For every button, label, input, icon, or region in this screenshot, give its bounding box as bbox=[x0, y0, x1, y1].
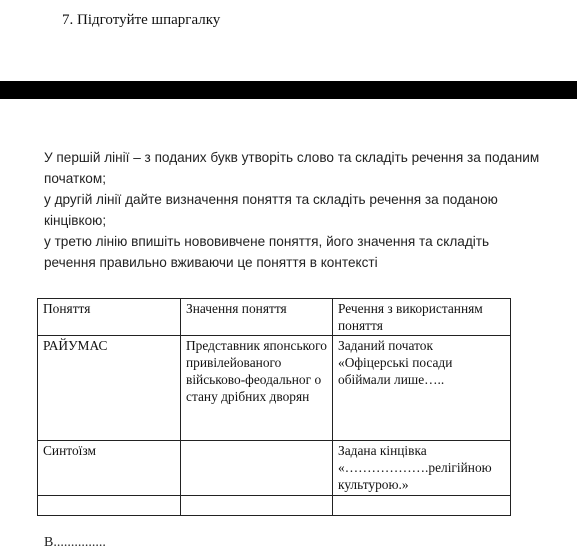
cell-concept: РАЙУМАС bbox=[38, 336, 181, 441]
header-concept: Поняття bbox=[38, 299, 181, 336]
table-row bbox=[38, 336, 511, 441]
concepts-table bbox=[37, 298, 511, 516]
header-sentence: Речення з використанням поняття bbox=[333, 299, 511, 336]
cutoff-text: В............... bbox=[44, 535, 106, 550]
task-title: 7. Підготуйте шпаргалку bbox=[62, 12, 221, 28]
black-redaction-band bbox=[0, 81, 577, 99]
instruction-line-2: у другій лінії дайте визначення поняття та складіть речення за поданою кінцівкою; bbox=[44, 192, 498, 228]
cell-concept: Синтоїзм bbox=[38, 441, 181, 496]
cell-meaning bbox=[181, 441, 333, 496]
instruction-line-1: У першій лінії – з поданих букв утворіть слово та складіть речення за поданим початком; bbox=[44, 150, 540, 186]
instructions-block bbox=[44, 147, 544, 273]
table-row bbox=[38, 441, 511, 496]
cell-concept bbox=[38, 496, 181, 516]
cell-sentence bbox=[333, 496, 511, 516]
instruction-line-3: у третю лінію впишіть нововивчене поняття, його значення та складіть речення правильно вживаючи це поняття в контексті bbox=[44, 234, 490, 270]
cell-sentence: Задана кінцівка «……………….релігійною культурою.» bbox=[333, 441, 511, 496]
header-meaning: Значення поняття bbox=[181, 299, 333, 336]
cell-sentence: Заданий початок «Офіцерські посади обіймали лише….. bbox=[333, 336, 511, 441]
table-header-row bbox=[38, 299, 511, 336]
cell-meaning: Представник японського привілейованого військово-феодальног о стану дрібних дворян bbox=[181, 336, 333, 441]
table-row bbox=[38, 496, 511, 516]
cell-meaning bbox=[181, 496, 333, 516]
